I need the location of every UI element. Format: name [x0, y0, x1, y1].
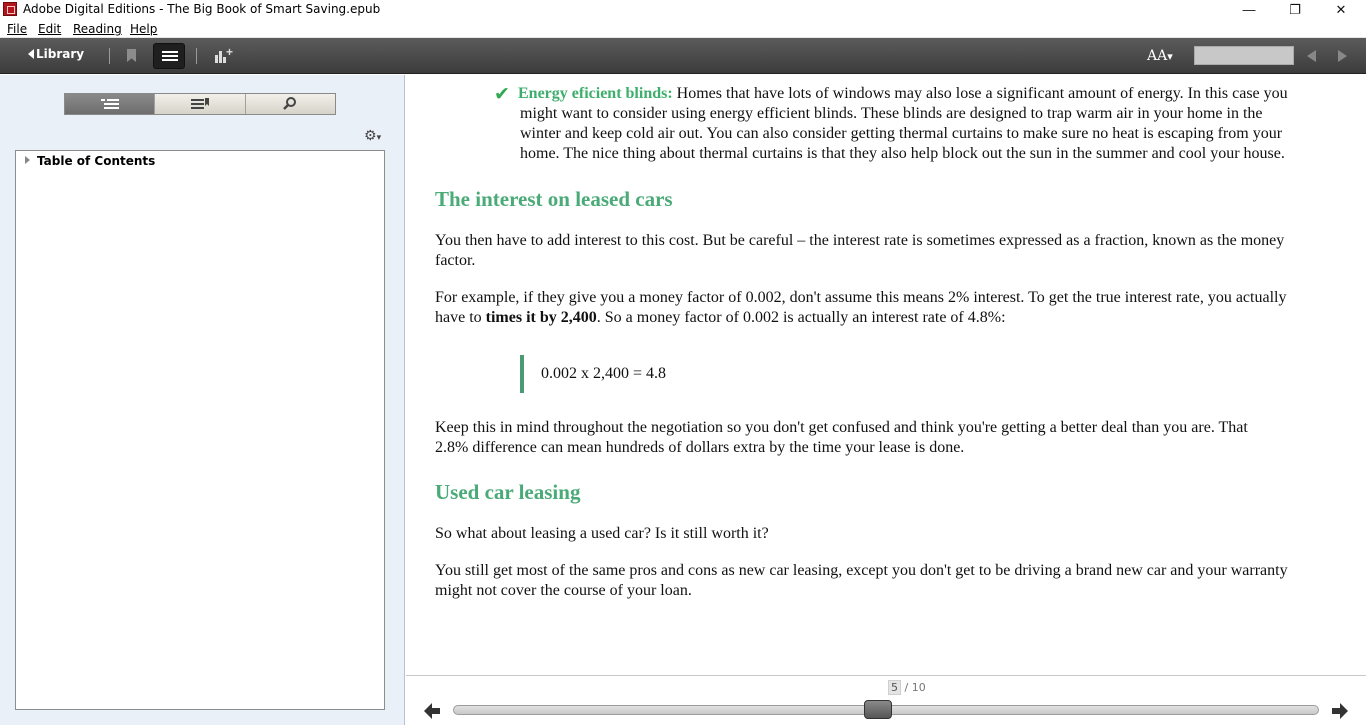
font-size-button[interactable]	[1147, 48, 1173, 64]
previous-page-icon[interactable]	[1307, 50, 1316, 62]
menu-help[interactable]: Help	[130, 22, 158, 36]
paragraph-line: 2.8% difference can mean hundreds of dollars extra by the time your lease is done.	[435, 439, 965, 456]
chevron-down-icon: ▾	[1167, 50, 1173, 63]
library-label: Library	[36, 47, 85, 61]
expand-arrow-icon[interactable]	[25, 156, 30, 164]
page-indicator	[888, 681, 926, 694]
list-icon	[162, 51, 178, 53]
restore-button[interactable]: ❐	[1289, 1, 1301, 17]
menu-file[interactable]: File	[7, 22, 28, 36]
window-title: Adobe Digital Editions - The Big Book of Smart Saving.epub	[23, 2, 381, 16]
close-button[interactable]: ✕	[1335, 1, 1347, 17]
title-bar	[0, 0, 1366, 19]
bullet-line: winter and keep cold air out. You can also consider getting thermal curtains to make sure no heat is escaping from your	[520, 125, 1283, 142]
library-button[interactable]	[28, 47, 84, 61]
section-heading: Used car leasing	[435, 480, 581, 504]
tab-bookmarks[interactable]	[155, 94, 245, 114]
bullet-line: home. The nice thing about thermal curtains is that they also help block out the sun in the summer and cool your house.	[520, 145, 1285, 162]
next-page-icon[interactable]	[1338, 50, 1347, 62]
paragraph-line: So what about leasing a used car? Is it still worth it?	[435, 525, 769, 542]
total-pages: / 10	[904, 681, 926, 694]
tab-table-of-contents[interactable]	[65, 94, 155, 114]
book-page	[406, 75, 1366, 675]
tab-search[interactable]	[246, 94, 335, 114]
formula-blockquote: 0.002 x 2,400 = 4.8	[520, 355, 666, 393]
paragraph-line: might not cover the course of your loan.	[435, 582, 692, 599]
previous-page-arrow-icon[interactable]	[424, 703, 440, 719]
app-icon	[3, 2, 17, 16]
menu-reading[interactable]: Reading	[73, 22, 122, 36]
toc-root-item[interactable]: Table of Contents	[37, 154, 156, 168]
menu-edit[interactable]: Edit	[38, 22, 62, 36]
menu-bar	[0, 19, 1366, 38]
toolbar-divider	[196, 48, 197, 64]
paragraph-line: You still get most of the same pros and cons as new car leasing, except you don't get to be driving a brand new car and your warranty	[435, 562, 1288, 579]
paragraph-line: factor.	[435, 252, 476, 269]
minimize-button[interactable]: —	[1242, 2, 1256, 17]
paragraph-line: have to times it by 2,400. So a money factor of 0.002 is actually an interest rate of 4.8%:	[435, 309, 1006, 326]
bullet-lead: Energy eficient blinds:	[518, 85, 673, 102]
bullet-line: might want to consider using energy efficient blinds. These blinds are designed to trap warm air in your home in the	[520, 105, 1263, 122]
toolbar-divider	[109, 48, 110, 64]
sidebar-view-switcher	[64, 93, 336, 115]
paragraph-line: For example, if they give you a money factor of 0.002, don't assume this means 2% interest. To get the true interest rate, you actually	[435, 289, 1287, 306]
back-arrow-icon	[28, 49, 34, 59]
page-navigation-bar	[406, 675, 1366, 725]
paragraph-line: You then have to add interest to this cost. But be careful – the interest rate is sometimes expressed as a fraction, known as the money	[435, 232, 1285, 249]
checkmark-icon: ✔	[494, 83, 510, 105]
toc-toggle-button[interactable]	[153, 43, 185, 69]
section-heading: The interest on leased cars	[435, 187, 673, 211]
bullet-line: Energy eficient blinds: Homes that have lots of windows may also lose a significant amount of energy. In this case you	[518, 85, 1288, 102]
paragraph-line: Keep this in mind throughout the negotiation so you don't get confused and think you're getting a better deal than you are. That	[435, 419, 1248, 436]
bookmark-icon[interactable]	[127, 49, 136, 62]
reading-toolbar	[0, 38, 1366, 74]
search-icon	[283, 97, 297, 111]
bookmark-list-icon	[191, 98, 209, 110]
gear-icon[interactable]: ⚙▾	[364, 127, 382, 143]
page-slider-thumb[interactable]	[864, 700, 892, 719]
bold-emphasis: times it by 2,400	[485, 309, 597, 326]
font-size-label: AA	[1147, 48, 1168, 64]
sidebar-panel	[0, 75, 405, 725]
toc-tree	[15, 150, 385, 710]
next-page-arrow-icon[interactable]	[1332, 703, 1348, 719]
toc-list-icon	[101, 98, 119, 110]
current-page[interactable]: 5	[888, 680, 901, 695]
add-to-collection-icon[interactable]: +	[215, 49, 233, 63]
page-number-field[interactable]	[1194, 46, 1294, 65]
